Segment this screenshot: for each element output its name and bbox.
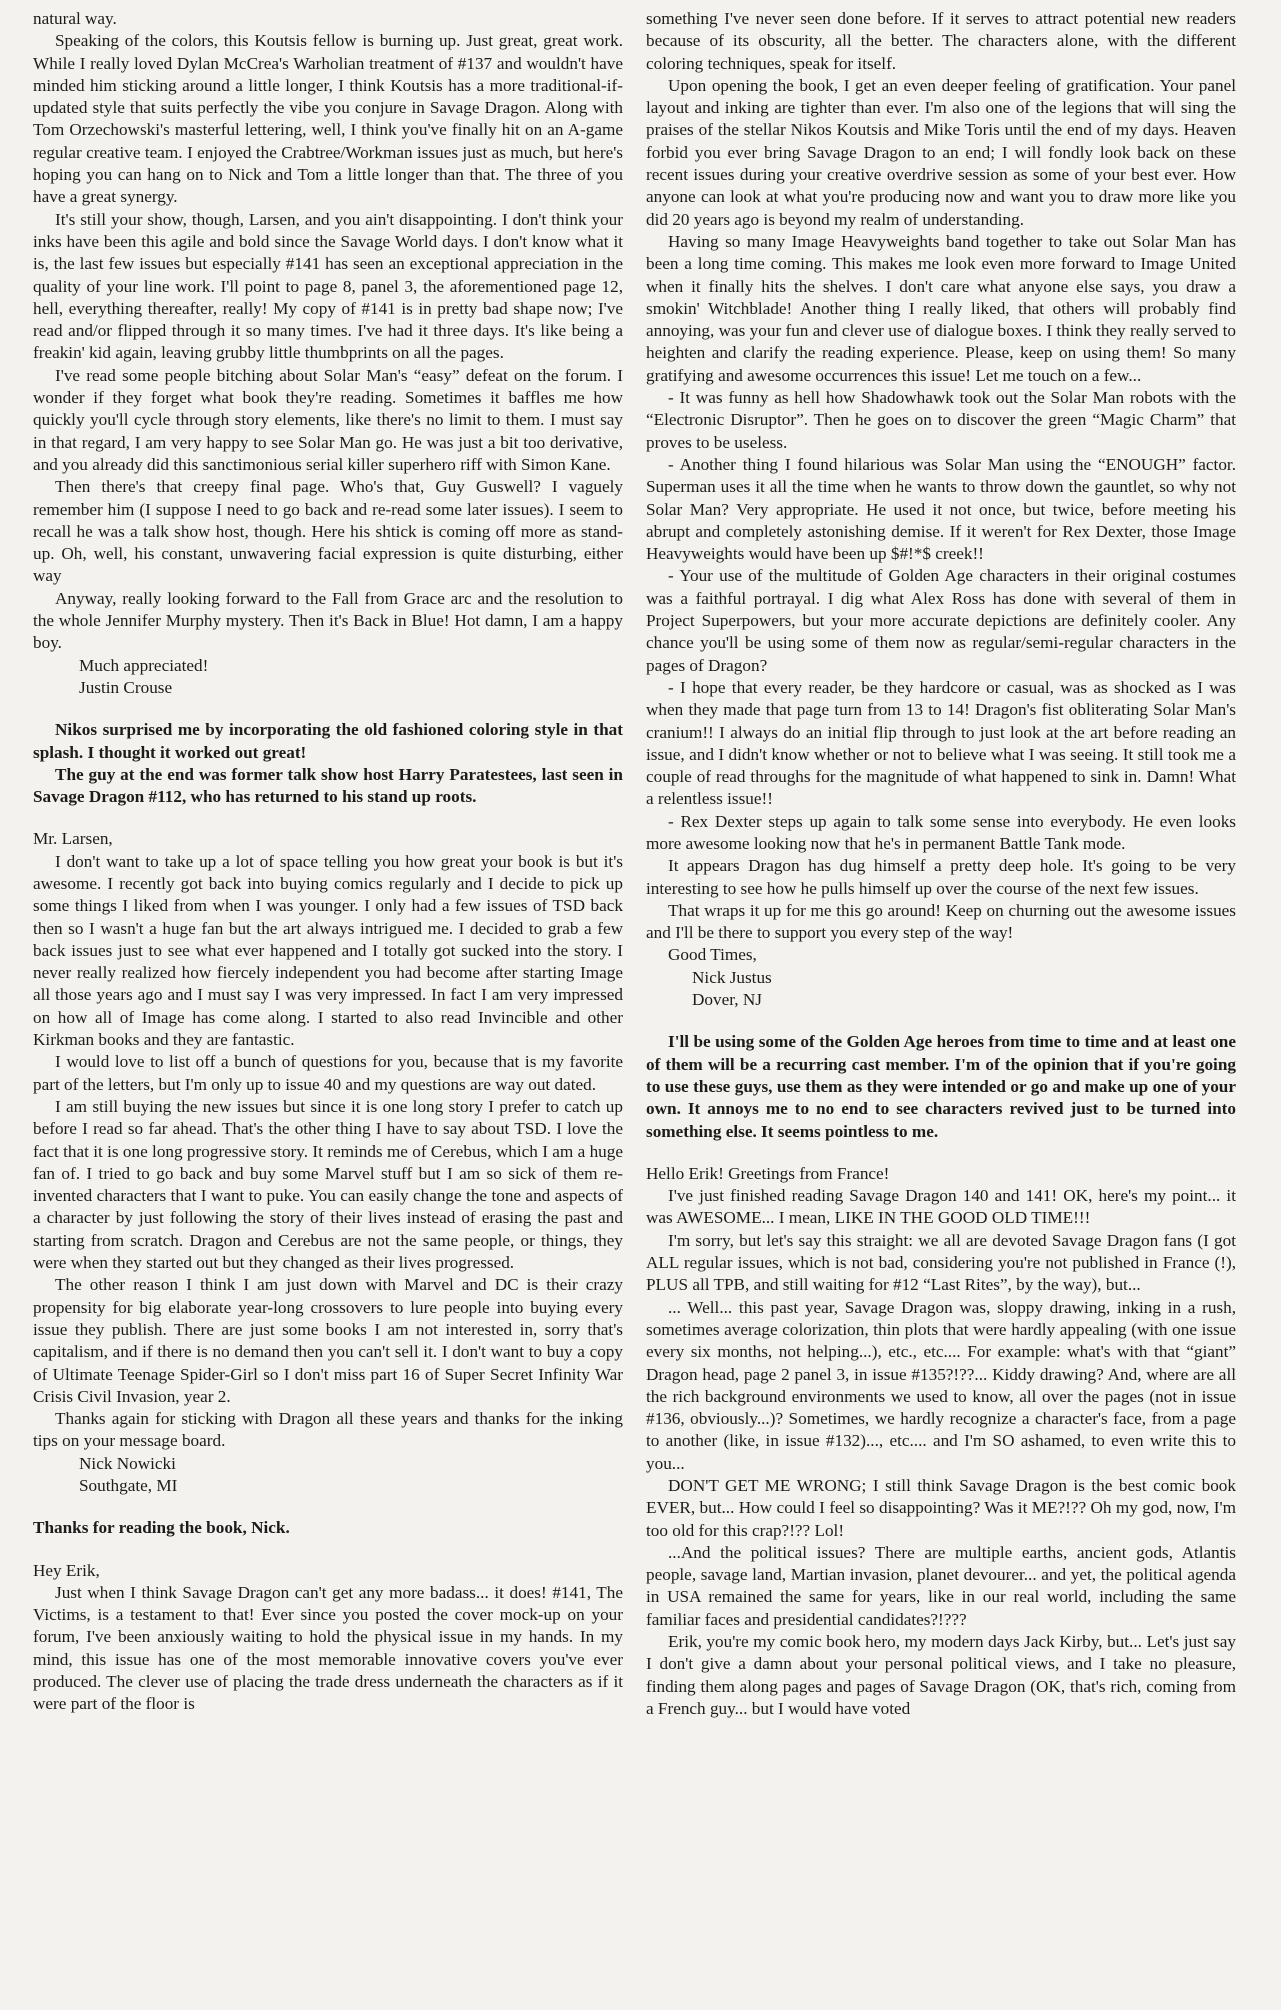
letter-paragraph: Having so many Image Heavyweights band together to take out Solar Man has been a long time coming. This makes me look even more forward to Image United when it finally hits the shelves. I don't care what anyone else says, you draw a smokin' Witchblade! Another thing I really liked, that others will probably find annoying, was your fun and clever use of dialogue boxes. I think they really served to heighten and clarify the reading experience. Please, keep on using them! So many gratifying and awesome occurrences this issue! Let me touch on a few... [646, 231, 1236, 385]
left-column [33, 8, 623, 1716]
letter-paragraph: I would love to list off a bunch of questions for you, because that is my favorite part of the letters, but I'm only up to issue 40 and my questions are way out dated. [33, 1052, 623, 1094]
letter-paragraph: - Your use of the multitude of Golden Age characters in their original costumes was a faithful portrayal. I dig what Alex Ross has done with several of them in Project Superpowers, but your more accurate depictions are definitely cooler. Any chance you'll be using some of them now as regular/semi-regular characters in the pages of Dragon? [646, 566, 1236, 675]
signature-name: Justin Crouse [79, 677, 173, 697]
letter-paragraph: It's still your show, though, Larsen, and you ain't disappointing. I don't think your inks have been this agile and bold since the Savage World days. I don't know what it is, the last few issues but especially #141 has seen an exceptional appreciation in the quality of your line work. I'll point to page 8, panel 3, the aforementioned page 12, hell, everything thereafter, really! My copy of #141 is in pretty bad shape now; I've read and/or flipped through it so many times. I've had it three days. It's like being a freakin' kid again, leaving grubby little thumbprints on all the pages. [33, 209, 623, 363]
letter-paragraph: ...And the political issues? There are multiple earths, ancient gods, Atlantis people, savage land, Martian invasion, planet devourer... and yet, the political agenda in USA remained the same for years, like in our real world, including the same familiar faces and presidential candidates?!??? [646, 1542, 1236, 1629]
right-column [646, 8, 1236, 1720]
letter-paragraph: Just when I think Savage Dragon can't get any more badass... it does! #141, The Victims, is a testament to that! Ever since you posted the cover mock-up on your forum, I've been anxiously waiting to hold the physical issue in my hands. In my mind, this issue has one of the most memorable innovative covers you've ever produced. The clever use of placing the trade dress underneath the characters as if it were part of the floor is [33, 1582, 623, 1714]
letter-salutation: Hello Erik! Greetings from France! [646, 1163, 890, 1183]
letter-paragraph: something I've never seen done before. If it serves to attract potential new readers because of its obscurity, all the better. The characters alone, with the different coloring techniques, speak for itself. [646, 9, 1236, 73]
signature-line: Good Times, [668, 945, 757, 965]
letter-paragraph: Anyway, really looking forward to the Fall from Grace arc and the resolution to the whole Jennifer Murphy mystery. Then it's Back in Blue! Hot damn, I am a happy boy. [33, 588, 623, 653]
signature-name: Nick Nowicki [79, 1453, 176, 1473]
editor-response: I'll be using some of the Golden Age heroes from time to time and at least one of them will be a recurring cast member. I'm of the opinion that if you're going to use these guys, use them as they were intended or go and make up one of your own. It annoys me to no end to see characters revived just to be turned into something else. It seems pointless to me. [646, 1032, 1236, 1141]
letter-paragraph: I don't want to take up a lot of space telling you how great your book is but it's awesome. I recently got back into buying comics regularly and I decide to pick up some things I liked from when I was younger. I only had a few issues of TSD back then so I wasn't a huge fan but the art always intrigued me. I decided to grab a few back issues just to see what ever happened and I totally got sucked into the story. I never really realized how fiercely independent you had become after starting Image all those years ago and I must say I was very impressed. In fact I am very impressed on how all of Image has come along. I started to also read Invincible and other Kirkman books and they are fantastic. [33, 851, 623, 1050]
letter-paragraph: Speaking of the colors, this Koutsis fellow is burning up. Just great, great work. While I really loved Dylan McCrea's Warholian treatment of #137 and wouldn't have minded him sticking around a little longer, I think Koutsis has a more traditional-if-updated style that suits perfectly the vibe you conjure in Savage Dragon. Along with Tom Orzechowski's masterful lettering, well, I think you've finally hit on an A-game regular creative team. I enjoyed the Crabtree/Workman issues just as much, but here's hoping you can hang on to Nick and Tom a little longer than that. The three of you have a great synergy. [33, 31, 623, 207]
editor-response: Nikos surprised me by incorporating the old fashioned coloring style in that splash. I thought it worked out great! [33, 720, 623, 762]
letter-paragraph: I am still buying the new issues but since it is one long story I prefer to catch up before I read so far ahead. That's the other thing I have to say about TSD. I love the fact that it is one long progressive story. It reminds me of Cerebus, which I am a huge fan of. I tried to go back and buy some Marvel stuff but I am so sick of them re-invented characters that I want to puke. You can easily change the tone and aspects of a character by just following the story of their lives instead of erasing the past and starting from scratch. Dragon and Cerebus are not the same people, or things, they were when they started out but they changed as their lives progressed. [33, 1096, 623, 1273]
letter-paragraph: Then there's that creepy final page. Who's that, Guy Guswell? I vaguely remember him (I suppose I need to go back and re-read some later issues). I seem to recall he was a talk show host, though. Here his shtick is coming off more as stand-up. Oh, well, his constant, unwavering facial expression is quite disturbing, either way [33, 477, 623, 586]
signature-location: Dover, NJ [692, 990, 762, 1010]
signature-location: Southgate, MI [79, 1476, 178, 1495]
letter-paragraph: I'm sorry, but let's say this straight: we all are devoted Savage Dragon fans (I got ALL regular issues, which is not bad, considering you're not published in France (!), PLUS all TPB, and still waiting for #12 “Last Rites”, by the way), but... [646, 1230, 1236, 1295]
signature-line: Much appreciated! [79, 655, 209, 675]
letter-paragraph: Thanks again for sticking with Dragon all these years and thanks for the inking tips on your message board. [33, 1409, 623, 1451]
letter-paragraph: natural way. [33, 9, 117, 28]
letter-paragraph: That wraps it up for me this go around! Keep on churning out the awesome issues and I'll be there to support you every step of the way! [646, 900, 1236, 943]
signature-name: Nick Justus [692, 967, 772, 987]
editor-response: Thanks for reading the book, Nick. [33, 1518, 290, 1538]
letter-paragraph: The other reason I think I am just down with Marvel and DC is their crazy propensity for big elaborate year-long crossovers to lure people into buying every issue they publish. There are just some books I am not interested in, sorry that's capitalism, and if there is no demand then you can't sell it. I don't want to buy a copy of Ultimate Teenage Spider-Girl so I don't miss part 16 of Super Secret Infinity War Crisis Civil Invasion, year 2. [33, 1275, 623, 1406]
letter-salutation: Mr. Larsen, [33, 829, 113, 849]
letter-paragraph: - Another thing I found hilarious was Solar Man using the “ENOUGH” factor. Superman uses it all the time when he wants to throw down the gauntlet, so why not Solar Man? Very appropriate. He used it not once, but twice, before meeting his abrupt and completely astonishing demise. If it weren't for Rex Dexter, those Image Heavyweights would have been up $#!*$ creek!! [646, 454, 1236, 564]
letter-paragraph: - It was funny as hell how Shadowhawk took out the Solar Man robots with the “Electronic Disruptor”. Then he goes on to discover the green “Magic Charm” that proves to be useless. [646, 388, 1236, 452]
letter-paragraph: ... Well... this past year, Savage Dragon was, sloppy drawing, inking in a rush, sometimes average colorization, thin plots that were hardly appealing (with one issue every six months, not helping...), etc., etc.... For example: what's with that “giant” Dragon head, page 2 panel 3, in issue #135?!??... Kiddy drawing? And, where are all the rich background environments we used to know, all over the pages (not in issue #136, obviously...)? Sometimes, we hardly recognize a character's face, from a page to another (like, in issue #132)..., etc.... and I'm SO ashamed, to even write this to you... [646, 1297, 1236, 1473]
letter-paragraph: It appears Dragon has dug himself a pretty deep hole. It's going to be very interesting to see how he pulls himself up over the course of the next few issues. [646, 856, 1236, 898]
letter-paragraph: Erik, you're my comic book hero, my modern days Jack Kirby, but... Let's just say I don't give a damn about your personal political views, and I take no pleasure, finding them along pages and pages of Savage Dragon (OK, that's rich, coming from a French guy... but I would have voted [646, 1632, 1236, 1718]
letter-paragraph: - Rex Dexter steps up again to talk some sense into everybody. He even looks more awesome looking now that he's in permanent Battle Tank mode. [646, 811, 1236, 853]
letter-paragraph: DON'T GET ME WRONG; I still think Savage Dragon is the best comic book EVER, but... How could I feel so disappointing? Was it ME?!?? Oh my god, now, I'm too old for this crap?!?? Lol! [646, 1476, 1236, 1540]
letter-paragraph: I've read some people bitching about Solar Man's “easy” defeat on the forum. I wonder if they forget what book they're reading. Sometimes it baffles me how quickly you'll cycle through story elements, like there's no limit to them. I must say in that regard, I am very happy to see Solar Man go. He was just a bit too derivative, and you already did this sanctimonious serial killer superhero riff with Simon Kane. [33, 365, 623, 474]
letter-paragraph: I've just finished reading Savage Dragon 140 and 141! OK, here's my point... it was AWESOME... I mean, LIKE IN THE GOOD OLD TIME!!! [646, 1186, 1236, 1228]
letter-paragraph: Upon opening the book, I get an even deeper feeling of gratification. Your panel layout and inking are tighter than ever. I'm also one of the legions that will sing the praises of the stellar Nikos Koutsis and Mike Toris until the end of my days. Heaven forbid you ever bring Savage Dragon to an end; I will fondly look back on these recent issues during your creative overdrive session as some of your best ever. How anyone can look at what you're producing now and want you to draw more like you did 20 years ago is beyond my realm of understanding. [646, 75, 1236, 229]
editor-response: The guy at the end was former talk show host Harry Paratestees, last seen in Savage Dragon #112, who has returned to his stand up roots. [33, 764, 623, 807]
letter-salutation: Hey Erik, [33, 1560, 100, 1580]
letter-paragraph: - I hope that every reader, be they hardcore or casual, was as shocked as I was when they made that page turn from 13 to 14! Dragon's fist obliterating Solar Man's cranium!! I always do an initial flip through to just look at the art before reading an issue, and I didn't know whether or not to believe what I was seeing. It still took me a couple of read throughs for the magnitude of what happened to sink in. Damn! What a relentless issue!! [646, 677, 1236, 809]
